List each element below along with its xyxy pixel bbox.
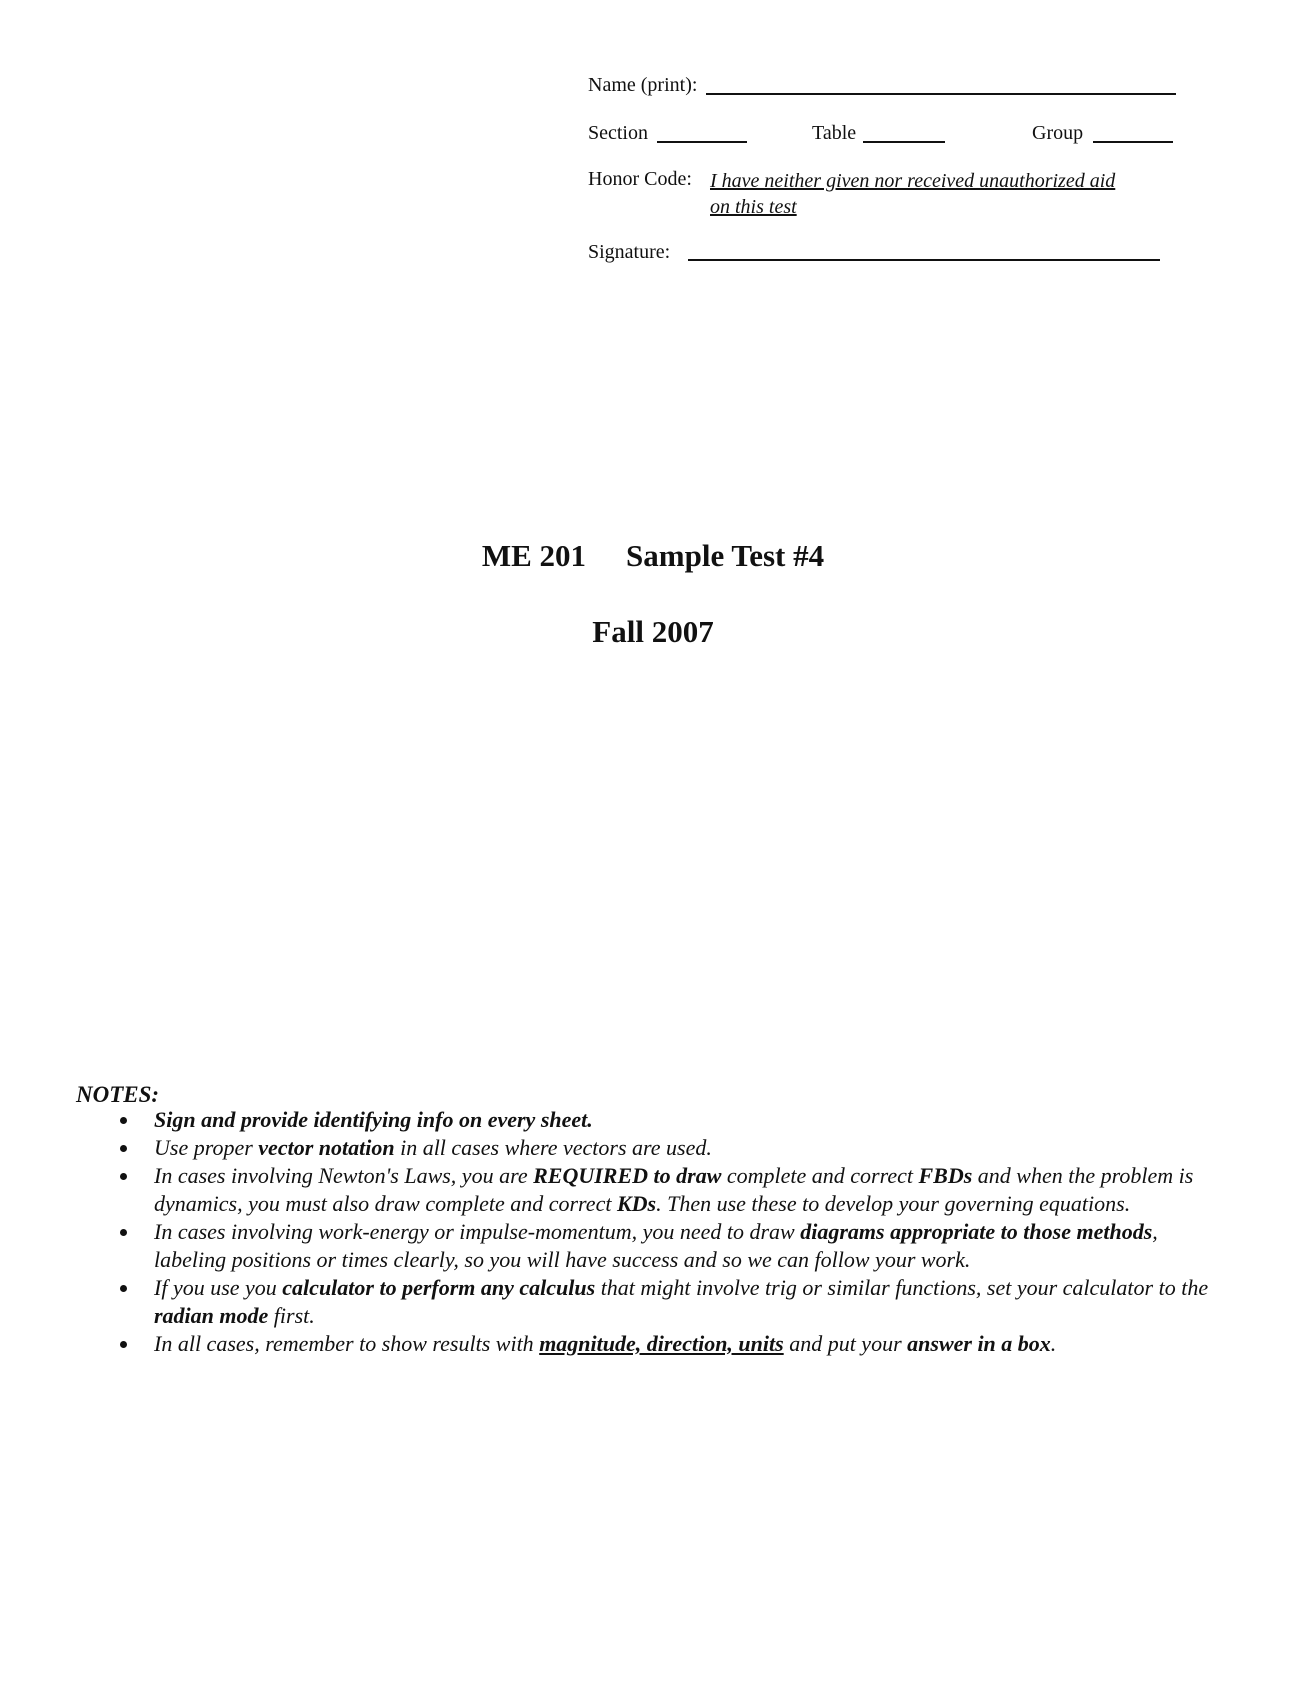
name-field[interactable] (706, 93, 1176, 95)
note-text: and put your (783, 1331, 908, 1356)
note-item (118, 1134, 1228, 1162)
group-field[interactable] (1093, 141, 1173, 143)
test-term: Fall 2007 (592, 614, 714, 649)
note-emphasis: diagrams appropriate to those methods (800, 1219, 1153, 1244)
note-item (118, 1274, 1228, 1330)
notes-heading: NOTES: (76, 1082, 160, 1107)
table-label: Table (812, 122, 857, 144)
note-emphasis: magnitude, direction, units (539, 1331, 784, 1356)
honor-statement-line1: I have neither given nor received unauthorized aid (710, 170, 1116, 192)
note-text: Sign and provide identifying info on every sheet. (154, 1107, 593, 1132)
note-text: In all cases, remember to show results with (154, 1331, 540, 1356)
note-text: complete and correct (721, 1163, 919, 1188)
note-emphasis: radian mode (154, 1303, 269, 1328)
note-text: . (1050, 1331, 1057, 1356)
signature-field[interactable] (688, 259, 1160, 261)
note-text: If you use you (154, 1275, 283, 1300)
section-field[interactable] (657, 141, 747, 143)
note-text: in all cases where vectors are used. (394, 1135, 712, 1160)
note-text: In cases involving Newton's Laws, you are (154, 1163, 534, 1188)
note-item (118, 1106, 1228, 1134)
test-name: Sample Test #4 (626, 538, 825, 573)
section-label: Section (588, 122, 648, 144)
honor-statement-line2: on this test (710, 196, 797, 218)
note-text: and when the problem is dynamics, you must also draw complete and correct (154, 1163, 1194, 1216)
note-text: In cases involving work-energy or impulse-momentum, you need to draw (154, 1219, 801, 1244)
note-item (118, 1162, 1228, 1218)
note-text: first. (268, 1303, 315, 1328)
note-text: that might involve trig or similar functions, set your calculator to the (595, 1275, 1209, 1300)
honor-code-label: Honor Code: (588, 168, 692, 190)
group-label: Group (1032, 122, 1084, 144)
note-text: . Then use these to develop your governing equations. (656, 1191, 1131, 1216)
note-emphasis: calculator to perform any calculus (282, 1275, 596, 1300)
note-emphasis: REQUIRED to draw (533, 1163, 722, 1188)
note-emphasis: answer in a box (907, 1331, 1051, 1356)
notes-list (118, 1106, 1228, 1358)
note-text: Use proper (154, 1135, 259, 1160)
note-item (118, 1330, 1228, 1358)
note-item (118, 1218, 1228, 1274)
test-title (0, 538, 1306, 574)
note-emphasis: FBDs (918, 1163, 973, 1188)
name-label: Name (print): (588, 74, 698, 96)
table-field[interactable] (863, 141, 945, 143)
signature-label: Signature: (588, 241, 671, 263)
course-code: ME 201 (481, 538, 587, 573)
note-emphasis: KDs (616, 1191, 657, 1216)
note-emphasis: vector notation (258, 1135, 395, 1160)
note-text: , labeling positions or times clearly, so you will have success and so we can follow your work. (154, 1219, 1158, 1272)
